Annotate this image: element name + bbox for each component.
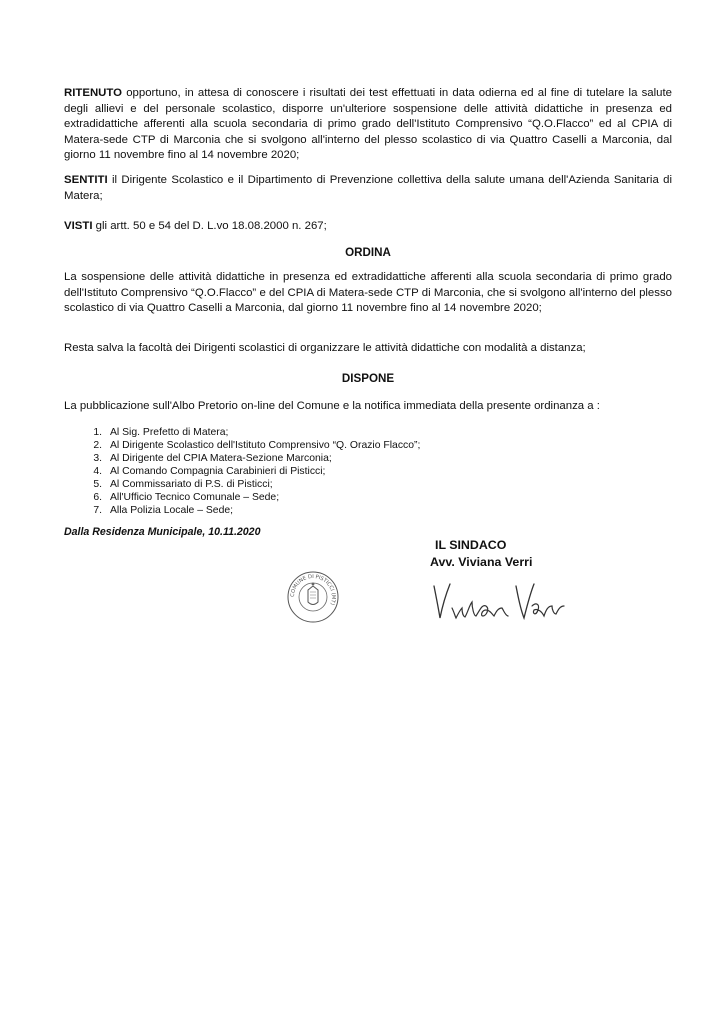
list-item-text: Al Comando Compagnia Carabinieri di Pisticci; <box>110 466 326 477</box>
municipal-seal-icon <box>286 570 340 624</box>
signatory-name: Avv. Viviana Verri <box>430 555 533 569</box>
list-item-number: 4. <box>93 466 102 477</box>
list-item-number: 6. <box>93 492 102 503</box>
list-item-text: Al Sig. Prefetto di Matera; <box>110 427 229 438</box>
ritenuto-text: opportuno, in attesa di conoscere i risultati dei test effettuati in data odierna ed al fine di tutelare la salute degli allievi e del personale scolastico, disporre un'ulteriore sospensione delle attività didattiche in presenza ed extradidattiche afferenti alla scuola secondaria di primo grado dell'Istituto Comprensivo “Q.O.Flacco” ed al CPIA di Matera-sede CTP di Marconia che si svolgono all'interno del plesso scolastico di via Quattro Caselli a Marconia, dal giorno 11 novembre fino al 14 novembre 2020; <box>64 87 672 161</box>
list-item <box>88 491 420 504</box>
resta-salva-paragraph: Resta salva la facoltà dei Dirigenti scolastici di organizzare le attività didattiche con modalità a distanza; <box>64 342 586 354</box>
ritenuto-paragraph <box>64 86 672 164</box>
sentiti-paragraph <box>64 173 672 204</box>
list-item-number: 2. <box>93 440 102 451</box>
recipient-list <box>88 426 420 517</box>
visti-text: gli artt. 50 e 54 del D. L.vo 18.08.2000 n. 267; <box>92 220 327 232</box>
seal-text: COMUNE DI PISTICCI (MT) <box>289 573 337 606</box>
list-item-number: 7. <box>93 505 102 516</box>
signatory-title: IL SINDACO <box>435 538 507 552</box>
list-item-text: Al Commissariato di P.S. di Pisticci; <box>110 479 273 490</box>
list-item <box>88 465 420 478</box>
list-item <box>88 439 420 452</box>
list-item <box>88 426 420 439</box>
list-item <box>88 452 420 465</box>
svg-text:COMUNE DI PISTICCI (MT) <box>290 574 336 606</box>
list-item-number: 3. <box>93 453 102 464</box>
list-item <box>88 504 420 517</box>
list-item <box>88 478 420 491</box>
pubblicazione-paragraph: La pubblicazione sull'Albo Pretorio on-line del Comune e la notifica immediata della presente ordinanza a : <box>64 400 600 412</box>
ordina-paragraph: La sospensione delle attività didattiche in presenza ed extradidattiche afferenti alla scuola secondaria di primo grado dell'Istituto Comprensivo “Q.O.Flacco” e del CPIA di Matera-sede CTP di Marconia, che si svolgono all'interno del plesso scolastico di via Quattro Caselli a Marconia, dal giorno 11 novembre fino al 14 novembre 2020; <box>64 271 672 314</box>
list-item-text: Al Dirigente Scolastico dell'Istituto Comprensivo “Q. Orazio Flacco”; <box>110 440 421 451</box>
sentiti-lead: SENTITI <box>64 174 108 186</box>
dispone-heading: DISPONE <box>341 372 395 385</box>
handwritten-signature <box>428 576 568 626</box>
sentiti-text: il Dirigente Scolastico e il Dipartimento di Prevenzione collettiva della salute umana dell'Azienda Sanitaria di Matera; <box>64 174 672 202</box>
list-item-text: All'Ufficio Tecnico Comunale – Sede; <box>110 492 280 503</box>
ordina-heading: ORDINA <box>345 246 391 259</box>
list-item-text: Al Dirigente del CPIA Matera-Sezione Marconia; <box>110 453 332 464</box>
ritenuto-lead: RITENUTO <box>64 87 123 99</box>
list-item-text: Alla Polizia Locale – Sede; <box>110 505 234 516</box>
date-line: Dalla Residenza Municipale, 10.11.2020 <box>64 526 261 538</box>
list-item-number: 1. <box>93 427 102 438</box>
visti-lead: VISTI <box>64 220 93 232</box>
list-item-number: 5. <box>93 479 102 490</box>
visti-paragraph <box>64 219 672 235</box>
